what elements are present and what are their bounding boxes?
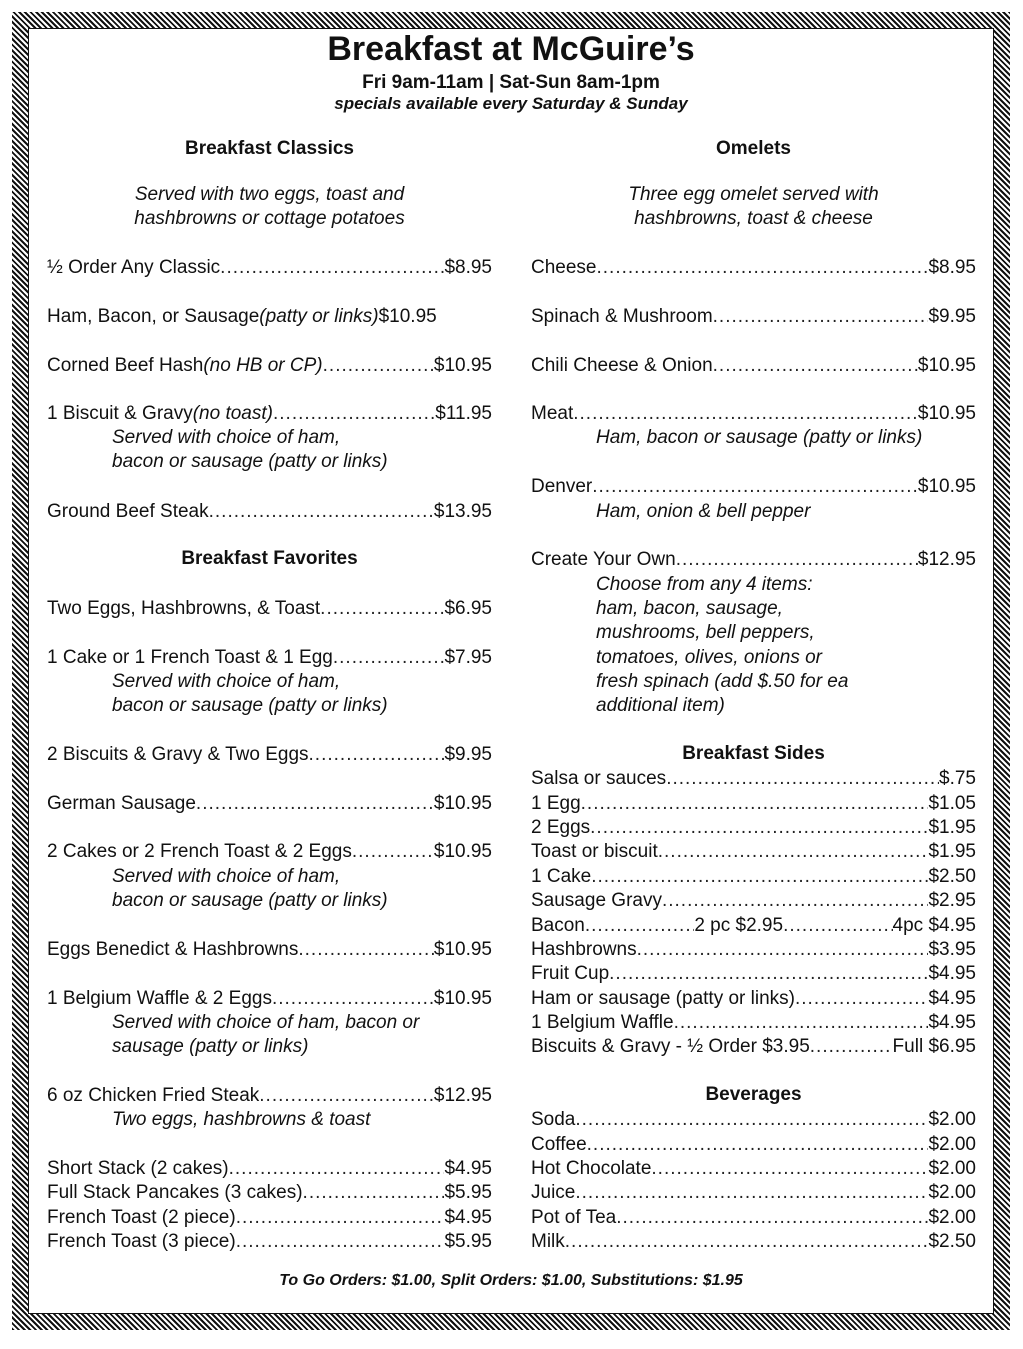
menu-item: Sausage Gravy ..... $2.95 <box>531 889 976 913</box>
menu-item: Short Stack (2 cakes) ..... $4.95 <box>47 1157 492 1181</box>
hours-line: Fri 9am-11am | Sat-Sun 8am-1pm <box>362 72 660 93</box>
menu-item: Meat ..... $10.95 <box>531 402 976 426</box>
section-title-beverages: Beverages <box>705 1084 802 1105</box>
menu-item: 2 Biscuits & Gravy & Two Eggs ..... $9.95 <box>47 743 492 767</box>
menu-item: Ham, Bacon, or Sausage (patty or links) $10.95 <box>47 306 437 327</box>
menu-item: Salsa or sauces ..... $.75 <box>531 767 976 791</box>
omelets-desc-2: hashbrowns, toast & cheese <box>634 208 873 229</box>
section-title-classics: Breakfast Classics <box>185 138 354 159</box>
menu-item: Create Your Own ..... $12.95 <box>531 548 976 572</box>
menu-item: Soda ..... $2.00 <box>531 1108 976 1132</box>
menu-item: Eggs Benedict & Hashbrowns ..... $10.95 <box>47 938 492 962</box>
menu-item: Fruit Cup ..... $4.95 <box>531 962 976 986</box>
menu-item: 1 Belgium Waffle ..... $4.95 <box>531 1011 976 1035</box>
item-desc: additional item) <box>596 695 725 716</box>
item-desc: Two eggs, hashbrowns & toast <box>112 1109 371 1130</box>
item-desc: fresh spinach (add $.50 for ea <box>596 671 849 692</box>
menu-item: 1 Cake or 1 French Toast & 1 Egg ..... $7.95 <box>47 646 492 670</box>
menu-item: French Toast (3 piece) ..... $5.95 <box>47 1230 492 1254</box>
menu-item: Spinach & Mushroom ..... $9.95 <box>531 305 976 329</box>
item-desc: bacon or sausage (patty or links) <box>112 890 388 911</box>
menu-item: Juice ..... $2.00 <box>531 1181 976 1205</box>
menu-item: Bacon ..... 2 pc $2.95 ..... 4pc $4.95 <box>531 914 976 938</box>
menu-item: Corned Beef Hash (no HB or CP) ..... $10.95 <box>47 354 492 378</box>
menu-item: 1 Biscuit & Gravy (no toast) ..... $11.95 <box>47 402 492 426</box>
menu-item: 2 Eggs ..... $1.95 <box>531 816 976 840</box>
menu-item: Biscuits & Gravy - ½ Order $3.95 ..... Full $6.95 <box>531 1035 976 1059</box>
menu-item: Toast or biscuit ..... $1.95 <box>531 840 976 864</box>
item-desc: Choose from any 4 items: <box>596 574 813 595</box>
item-desc: Served with choice of ham, <box>112 427 341 448</box>
item-desc: Served with choice of ham, <box>112 866 341 887</box>
item-desc: tomatoes, olives, onions or <box>596 647 823 668</box>
menu-item: German Sausage ..... $10.95 <box>47 792 492 816</box>
menu-item: Denver ..... $10.95 <box>531 475 976 499</box>
menu-page <box>30 30 992 1318</box>
menu-item: 1 Belgium Waffle & 2 Eggs ..... $10.95 <box>47 987 492 1011</box>
menu-item: Ham or sausage (patty or links) ..... $4.95 <box>531 987 976 1011</box>
menu-item: Full Stack Pancakes (3 cakes) ..... $5.95 <box>47 1181 492 1205</box>
item-desc: Ham, onion & bell pepper <box>596 501 811 522</box>
menu-item: ½ Order Any Classic ..... $8.95 <box>47 256 492 280</box>
footer-charges: To Go Orders: $1.00, Split Orders: $1.00, Substitutions: $1.95 <box>279 1272 743 1289</box>
item-desc: Served with choice of ham, bacon or <box>112 1012 420 1033</box>
menu-item: Hot Chocolate ..... $2.00 <box>531 1157 976 1181</box>
menu-item: 6 oz Chicken Fried Steak ..... $12.95 <box>47 1084 492 1108</box>
specials-line: specials available every Saturday & Sunday <box>334 94 688 113</box>
menu-item: Milk ..... $2.50 <box>531 1230 976 1254</box>
section-title-sides: Breakfast Sides <box>682 743 825 764</box>
item-desc: ham, bacon, sausage, <box>596 598 783 619</box>
classics-desc-1: Served with two eggs, toast and <box>134 184 405 205</box>
menu-item: Ground Beef Steak ..... $13.95 <box>47 500 492 524</box>
page-title: Breakfast at McGuire’s <box>327 30 695 68</box>
menu-item: Hashbrowns ..... $3.95 <box>531 938 976 962</box>
menu-item: Coffee ..... $2.00 <box>531 1133 976 1157</box>
omelets-desc-1: Three egg omelet served with <box>628 184 879 205</box>
item-desc: sausage (patty or links) <box>112 1036 309 1057</box>
menu-item: 1 Cake ..... $2.50 <box>531 865 976 889</box>
menu-item: Chili Cheese & Onion ..... $10.95 <box>531 354 976 378</box>
menu-item: Cheese ..... $8.95 <box>531 256 976 280</box>
item-desc: mushrooms, bell peppers, <box>596 622 815 643</box>
item-desc: bacon or sausage (patty or links) <box>112 695 388 716</box>
item-desc: Served with choice of ham, <box>112 671 341 692</box>
menu-item: 2 Cakes or 2 French Toast & 2 Eggs ..... $10.95 <box>47 840 492 864</box>
item-desc: Ham, bacon or sausage (patty or links) <box>596 427 923 448</box>
classics-desc-2: hashbrowns or cottage potatoes <box>134 208 405 229</box>
menu-item: French Toast (2 piece) ..... $4.95 <box>47 1206 492 1230</box>
menu-item: Two Eggs, Hashbrowns, & Toast ..... $6.95 <box>47 597 492 621</box>
menu-item: 1 Egg ..... $1.05 <box>531 792 976 816</box>
section-title-favorites: Breakfast Favorites <box>181 548 358 569</box>
item-desc: bacon or sausage (patty or links) <box>112 451 388 472</box>
section-title-omelets: Omelets <box>716 138 791 159</box>
menu-item: Pot of Tea ..... $2.00 <box>531 1206 976 1230</box>
